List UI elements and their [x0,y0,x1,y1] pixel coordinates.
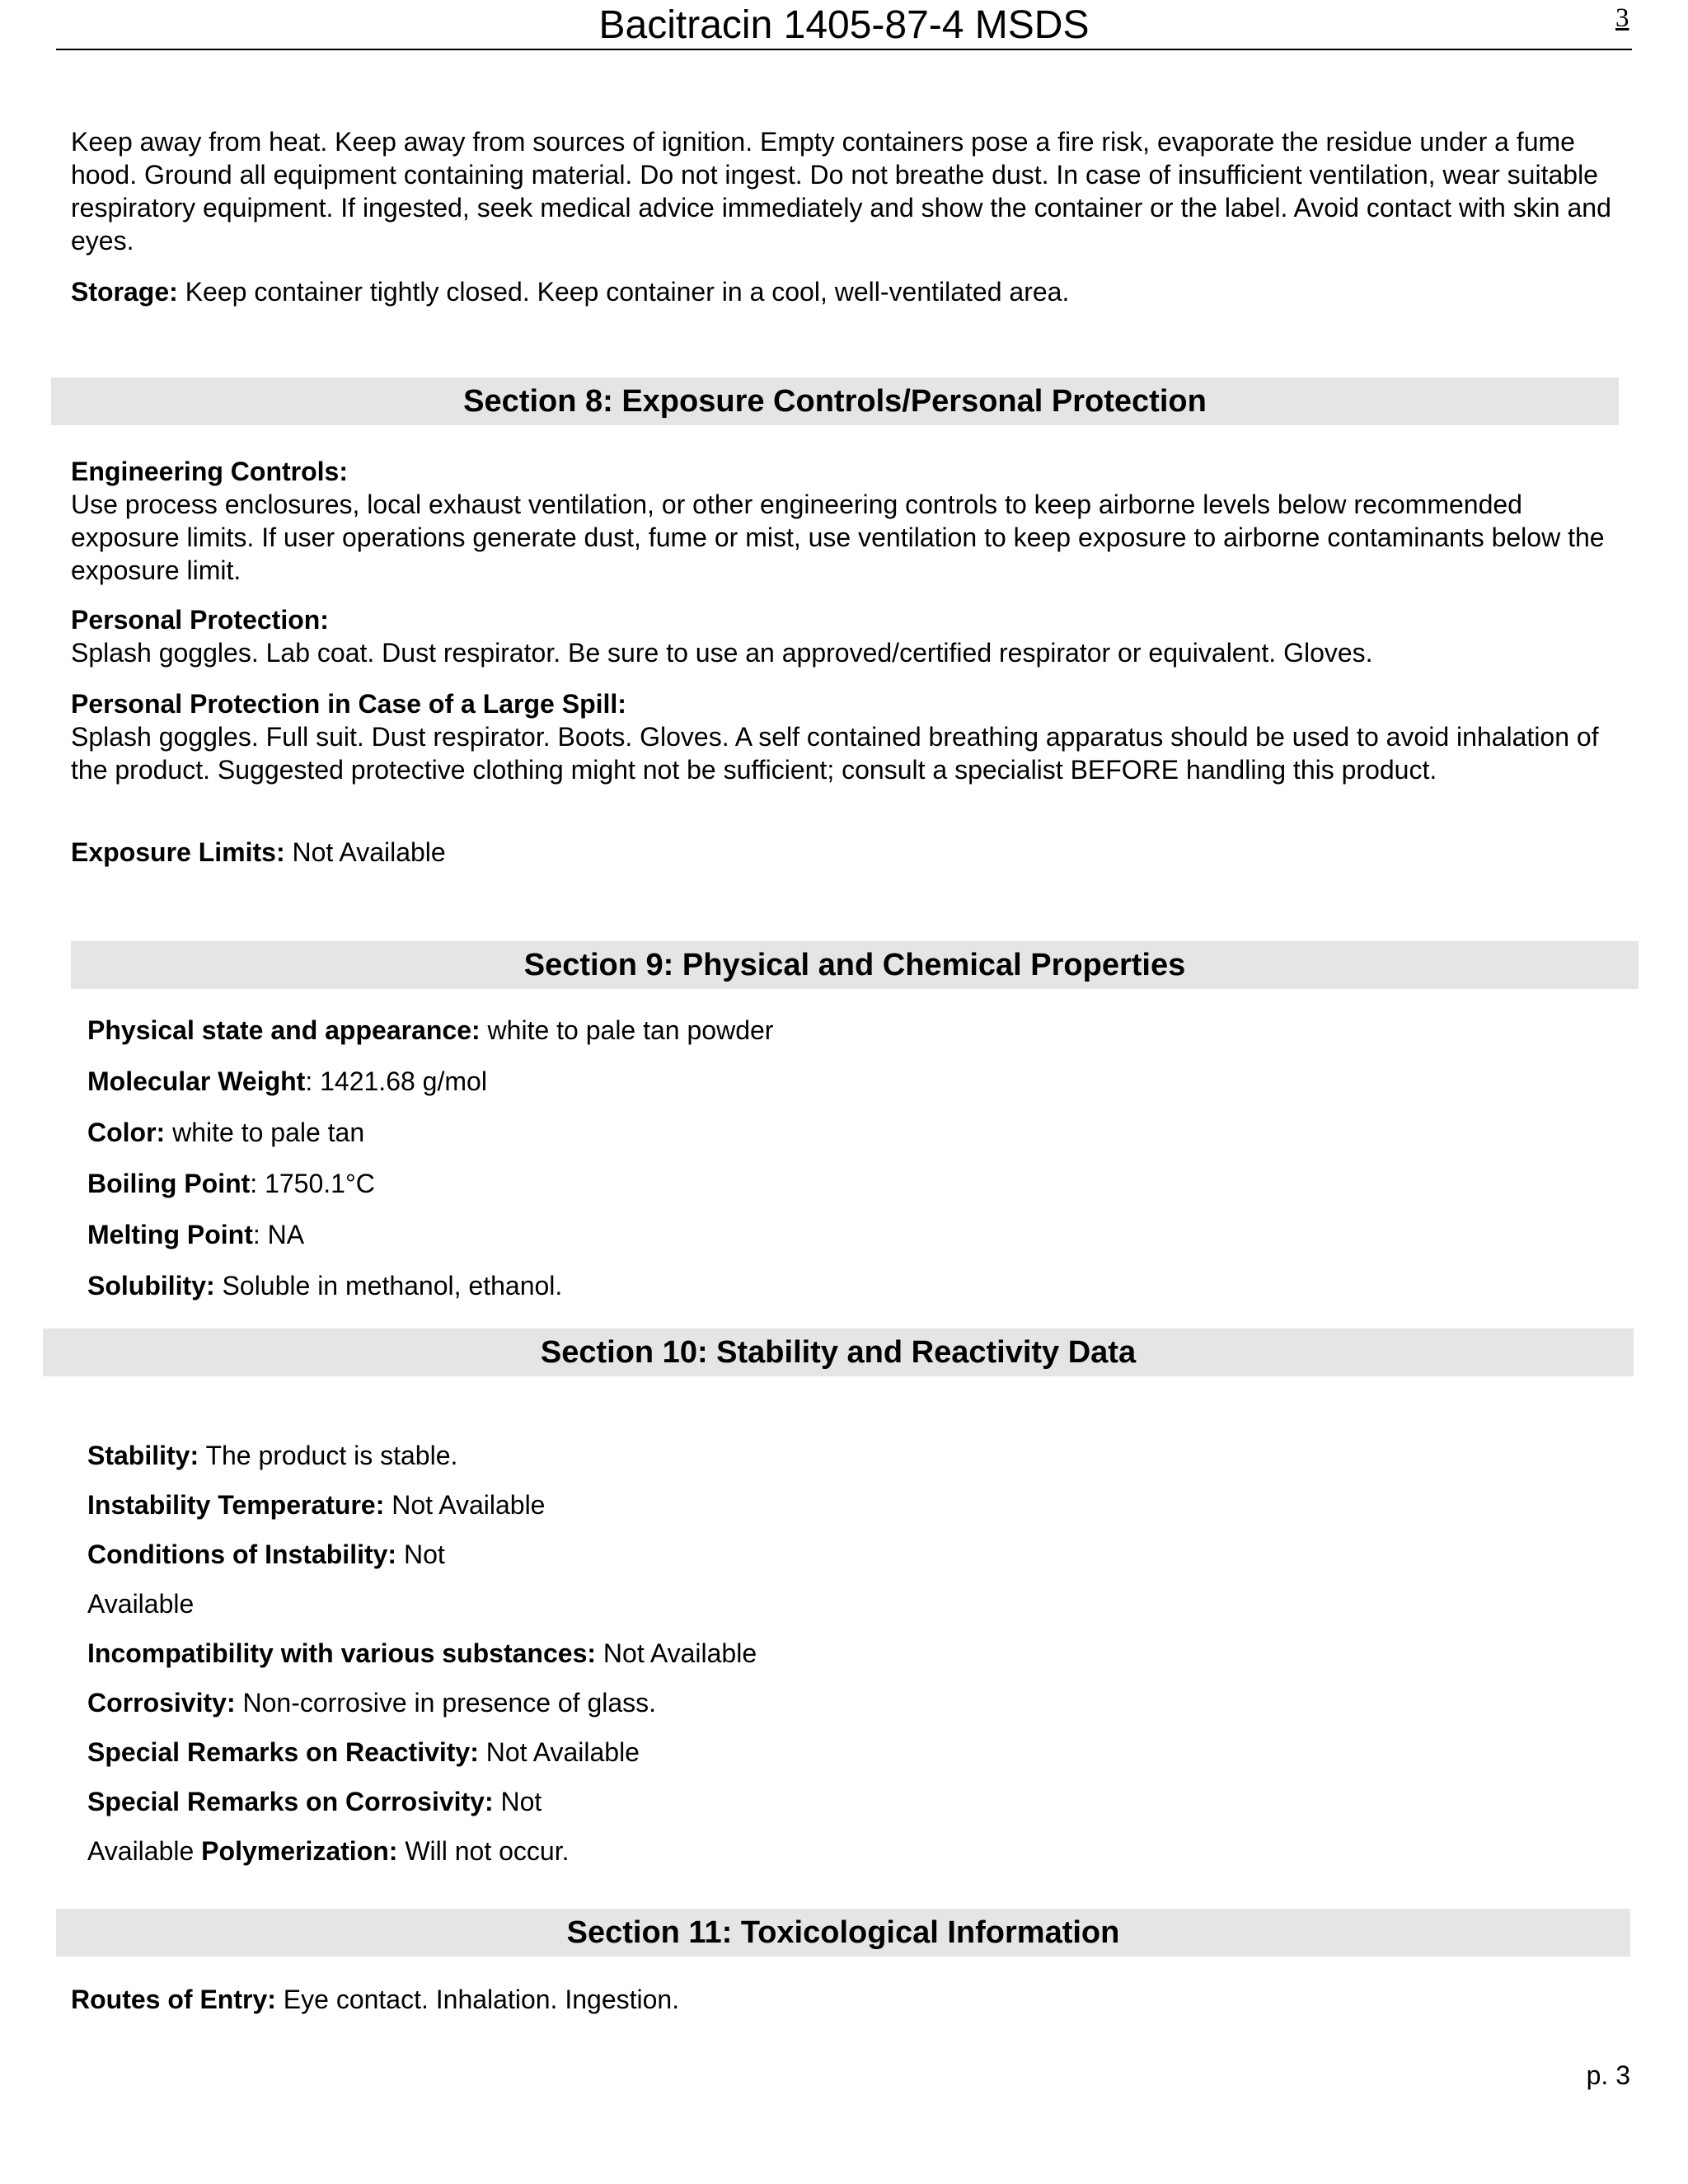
storage-paragraph [71,275,1620,308]
special-remarks-reactivity [87,1736,1620,1769]
personal-protection-text: Splash goggles. Lab coat. Dust respirator. Be sure to use an approved/certified respirator or equivalent. Gloves. [71,638,1373,668]
color-label: Color: [87,1118,166,1147]
conditions-of-instability [87,1538,1620,1571]
storage-text: Keep container tightly closed. Keep container in a cool, well-ventilated area. [177,277,1070,307]
instability-temperature-value: Not Available [384,1490,546,1520]
document-title: Bacitracin 1405-87-4 MSDS [598,3,1090,47]
storage-label: Storage: [71,277,178,307]
engineering-controls-label-text: Engineering Controls: [71,457,348,486]
engineering-controls-label [71,455,1620,488]
conditions-of-instability-value: Not [396,1540,445,1569]
stability-value: The product is stable. [199,1441,458,1470]
special-remarks-corrosivity [87,1785,1620,1818]
solubility-label: Solubility: [87,1271,215,1301]
molecular-weight-value: : 1421.68 g/mol [305,1066,487,1096]
exposure-limits [71,836,1620,869]
special-remarks-corrosivity-value: Not [493,1787,542,1816]
conditions-of-instability-label: Conditions of Instability: [87,1540,397,1569]
section-11-heading: Section 11: Toxicological Information [56,1909,1630,1957]
solubility-value: Soluble in methanol, ethanol. [214,1271,563,1301]
instability-temperature [87,1488,1620,1521]
boiling-point-value: : 1750.1°C [250,1169,375,1198]
incompatibility-label: Incompatibility with various substances: [87,1638,597,1668]
special-remarks-corrosivity-label: Special Remarks on Corrosivity: [87,1787,494,1816]
molecular-weight-label: Molecular Weight [87,1066,306,1096]
routes-of-entry-label: Routes of Entry: [71,1985,276,2014]
section-10-heading: Section 10: Stability and Reactivity Data [43,1329,1634,1376]
exposure-limits-value: Not Available [284,837,446,867]
physical-state-value: white to pale tan powder [480,1015,774,1045]
incompatibility-value: Not Available [596,1638,757,1668]
conditions-of-instability-continued: Available [87,1589,195,1619]
page-number-bottom: p. 3 [1586,2060,1630,2090]
corrosivity [87,1686,1620,1719]
corrosivity-label: Corrosivity: [87,1688,236,1718]
color-property [87,1116,1620,1149]
special-remarks-corrosivity-continued: Available [87,1836,202,1866]
polymerization-label: Polymerization: [201,1836,398,1866]
special-remarks-reactivity-value: Not Available [478,1737,640,1767]
large-spill-text: Splash goggles. Full suit. Dust respirator. Boots. Gloves. A self contained breathing apparatus should be used to avoid inhalation of the product. Suggested protective clothing might not be sufficient; consult a specialist BEFORE handling this product. [71,722,1599,785]
stability-label: Stability: [87,1441,199,1470]
polymerization [87,1835,1620,1868]
personal-protection-label-text: Personal Protection: [71,605,329,635]
instability-temperature-label: Instability Temperature: [87,1490,385,1520]
melting-point [87,1218,1620,1251]
melting-point-value: : NA [252,1220,305,1249]
color-value: white to pale tan [165,1118,365,1147]
exposure-limits-label: Exposure Limits: [71,837,285,867]
incompatibility [87,1637,1620,1670]
handling-paragraph: Keep away from heat. Keep away from sources of ignition. Empty containers pose a fire risk, evaporate the residue under a fume hood. Ground all equipment containing material. Do not ingest. Do not breathe dust. In case of insufficient ventilation, wear suitable respiratory equipment. If ingested, seek medical advice immediately and show the container or the label. Avoid contact with skin and eyes. [71,127,1611,255]
section-8-heading: Section 8: Exposure Controls/Personal Protection [51,377,1619,425]
physical-state [87,1014,1620,1047]
section-9-heading: Section 9: Physical and Chemical Properties [71,941,1639,989]
routes-of-entry-value: Eye contact. Inhalation. Ingestion. [275,1985,680,2014]
melting-point-label: Melting Point [87,1220,253,1249]
large-spill-label-text: Personal Protection in Case of a Large Spill: [71,689,626,719]
solubility [87,1269,1620,1302]
boiling-point-label: Boiling Point [87,1169,251,1198]
personal-protection-label [71,603,1620,636]
boiling-point [87,1167,1620,1200]
large-spill-label [71,687,1620,720]
molecular-weight [87,1065,1620,1098]
special-remarks-reactivity-label: Special Remarks on Reactivity: [87,1737,479,1767]
corrosivity-value: Non-corrosive in presence of glass. [235,1688,657,1718]
page-number-top: 3 [1615,3,1629,33]
physical-state-label: Physical state and appearance: [87,1015,481,1045]
polymerization-value: Will not occur. [397,1836,570,1866]
engineering-controls-text: Use process enclosures, local exhaust ventilation, or other engineering controls to keep airborne levels below recommended exposure limits. If user operations generate dust, fume or mist, use ventilation to keep exposure to airborne contaminants below the exposure limit. [71,490,1605,585]
header-divider [56,49,1632,50]
stability [87,1439,1620,1472]
routes-of-entry [71,1983,1620,2016]
